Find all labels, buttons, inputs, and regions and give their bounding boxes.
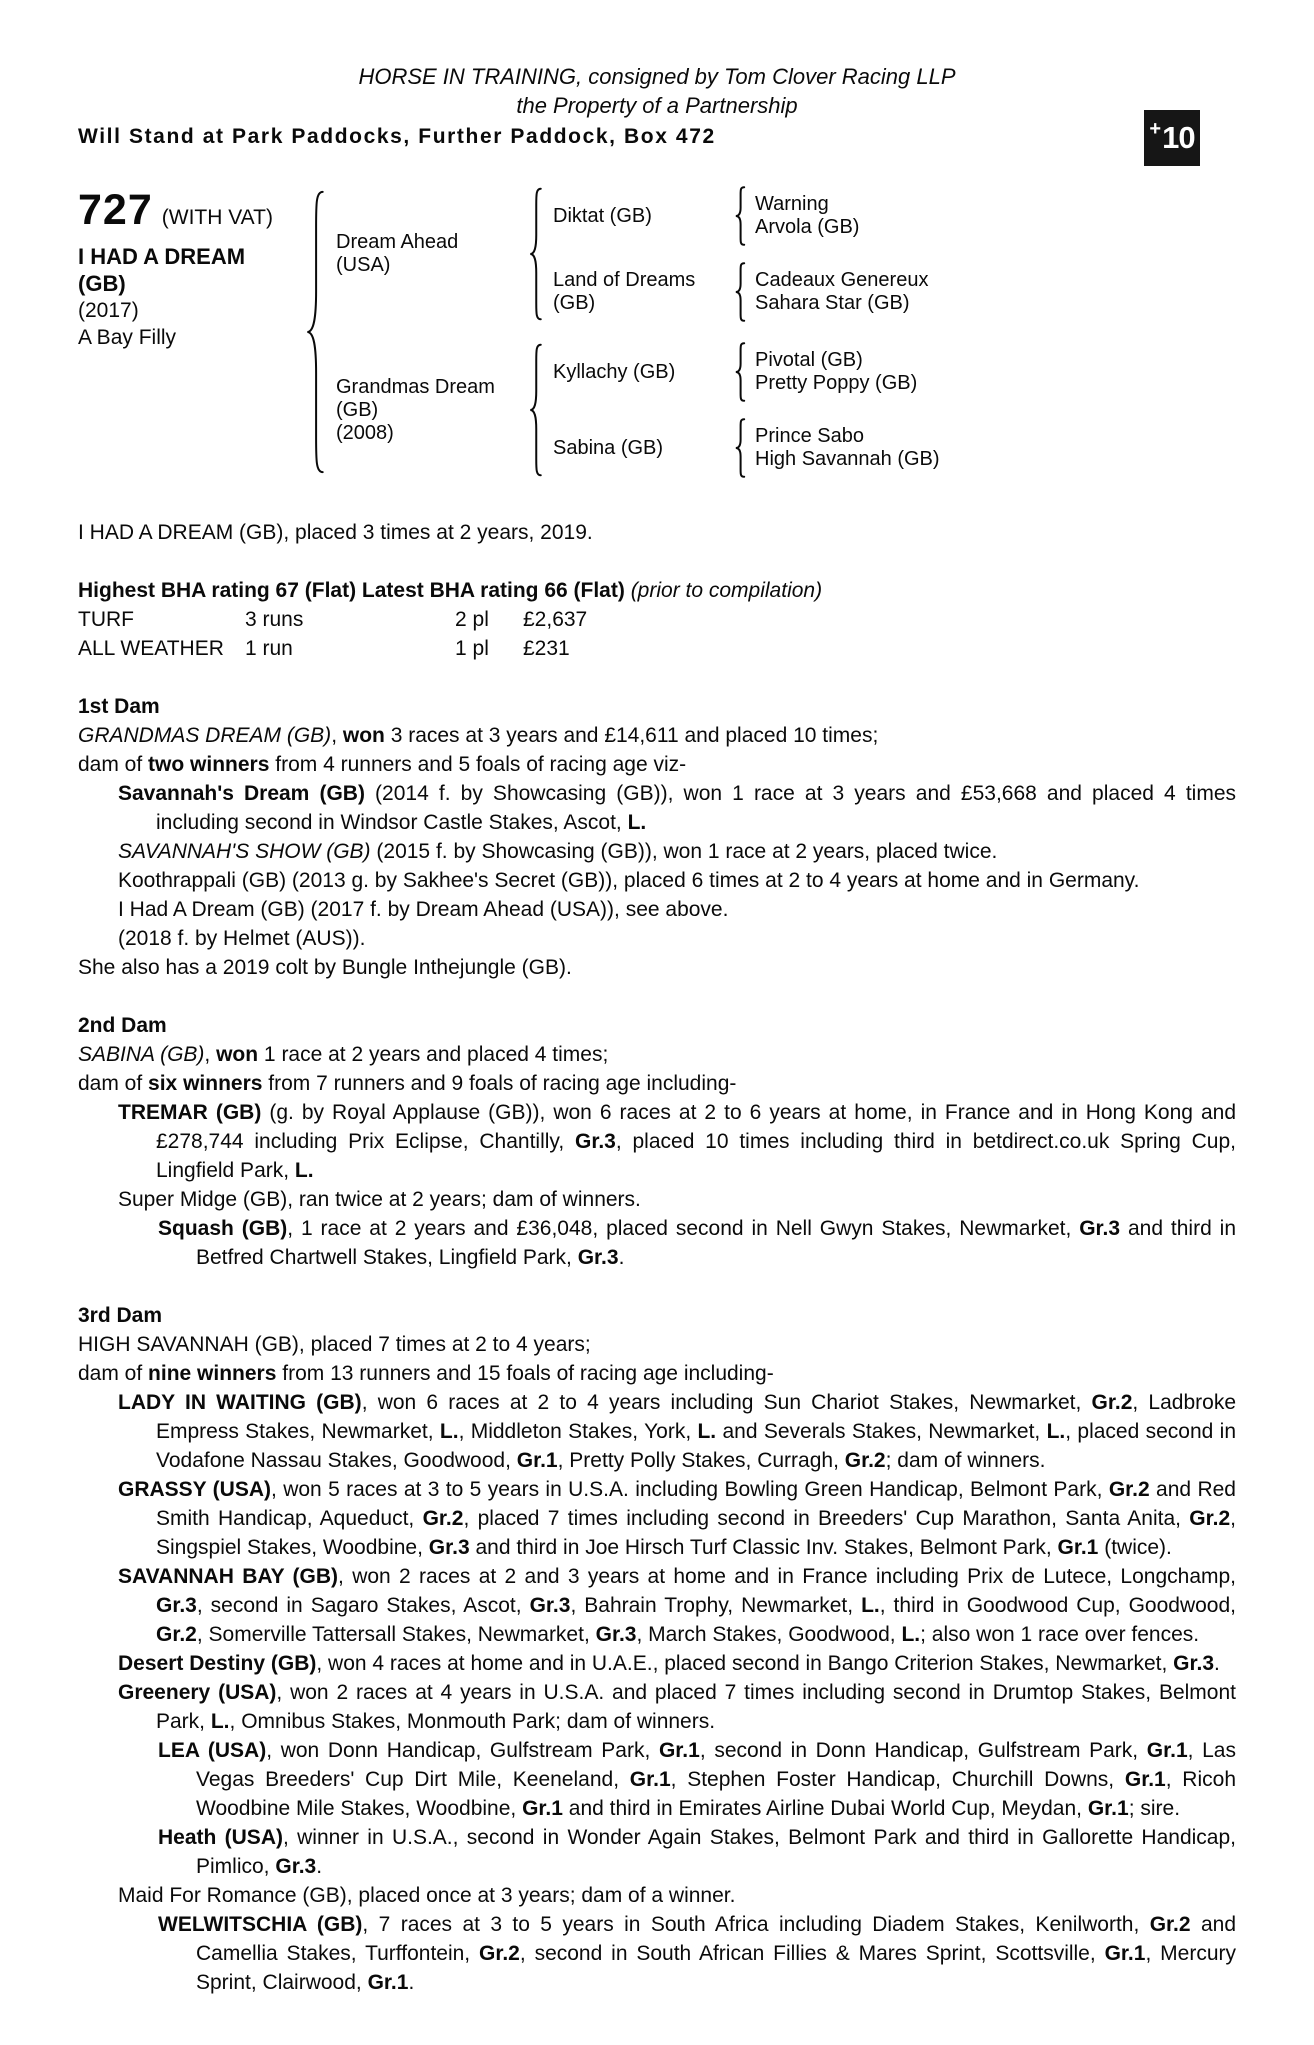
pedigree-paragraph bbox=[78, 1185, 1236, 1214]
earnings-value: £2,637 bbox=[523, 608, 588, 631]
text-run: Gr.3 bbox=[595, 1623, 637, 1646]
grandparent-row bbox=[553, 418, 1236, 478]
text-run: dam of bbox=[78, 1072, 149, 1095]
pedigree-paragraph bbox=[78, 924, 1236, 953]
text-run: . bbox=[316, 1855, 323, 1878]
dam-heading: 2nd Dam bbox=[78, 1014, 167, 1037]
dam-section bbox=[78, 692, 1236, 982]
lot-number: 727 bbox=[78, 186, 153, 234]
text-run: (g. by Royal Applause (GB)), won 6 races at 2 to 6 years at home, in France and in Hong Kong and £278,744 including Prix Eclipse, Chantilly, bbox=[156, 1101, 1236, 1153]
grandparent-row bbox=[553, 342, 1236, 402]
text-run: . bbox=[408, 1971, 415, 1994]
sire-cell bbox=[336, 231, 518, 277]
text-run: Gr.1 bbox=[1087, 1797, 1129, 1820]
pedigree-paragraph bbox=[78, 953, 1236, 982]
great-grandparent-name: Arvola (GB) bbox=[755, 216, 860, 238]
race-record-line: I HAD A DREAM (GB), placed 3 times at 2 years, 2019. bbox=[78, 521, 593, 544]
text-run: won bbox=[342, 724, 385, 747]
sire-name: Dream Ahead (USA) bbox=[336, 231, 459, 276]
text-run: Gr.1 bbox=[367, 1971, 409, 1994]
stand-location-line: Will Stand at Park Paddocks, Further Paddock, Box 472 bbox=[78, 125, 716, 148]
text-run: TREMAR (GB) bbox=[118, 1101, 262, 1124]
text-run: Gr.3 bbox=[1079, 1217, 1121, 1240]
text-run: , bbox=[331, 724, 343, 747]
text-run: from 7 runners and 9 foals of racing age including- bbox=[262, 1072, 737, 1095]
placed-value: 1 pl bbox=[455, 637, 489, 660]
text-run: Gr.1 bbox=[1124, 1768, 1166, 1791]
pedigree-paragraph bbox=[78, 1678, 1236, 1736]
text-run: Desert Destiny (GB) bbox=[118, 1652, 317, 1675]
text-run: Gr.3 bbox=[275, 1855, 317, 1878]
text-run: L. bbox=[901, 1623, 921, 1646]
text-run: Gr.3 bbox=[529, 1594, 571, 1617]
text-run: Maid For Romance (GB), placed once at 3 years; dam of a winner. bbox=[118, 1884, 736, 1907]
pedigree-paragraph bbox=[78, 779, 1236, 837]
text-run: won bbox=[216, 1043, 259, 1066]
dam-heading: 1st Dam bbox=[78, 695, 160, 718]
text-run: L. bbox=[627, 811, 647, 834]
pedigree-paragraph bbox=[78, 721, 1236, 750]
horse-name: I HAD A DREAM (GB) bbox=[78, 244, 246, 296]
pedigree-brace-icon bbox=[734, 186, 746, 246]
lot-number-row bbox=[78, 186, 304, 235]
text-run: L. bbox=[294, 1159, 314, 1182]
text-run: Super Midge (GB), ran twice at 2 years; dam of winners. bbox=[118, 1188, 641, 1211]
great-grandparents bbox=[755, 425, 940, 471]
dam-heading: 3rd Dam bbox=[78, 1304, 163, 1327]
text-run: , Bahrain Trophy, Newmarket, bbox=[570, 1594, 862, 1617]
dam-family bbox=[336, 342, 1236, 478]
text-run: Gr.1 bbox=[522, 1797, 563, 1820]
grandsire-name: Diktat (GB) bbox=[553, 204, 652, 227]
text-run: Gr.2 bbox=[1149, 1913, 1191, 1936]
text-run: nine winners bbox=[148, 1362, 277, 1385]
pedigree-paragraph bbox=[78, 1098, 1236, 1185]
granddam-name: Sabina (GB) bbox=[553, 436, 664, 459]
consignor-line-1: HORSE IN TRAINING, consigned by Tom Clover Racing LLP bbox=[358, 64, 956, 89]
text-run: Gr.1 bbox=[516, 1449, 558, 1472]
dam-grandparents bbox=[553, 342, 1236, 478]
page-header bbox=[78, 62, 1236, 155]
text-run: , 7 races at 3 to 5 years in South Africa including Diadem Stakes, Kenilworth, bbox=[362, 1913, 1150, 1936]
text-run: , won Donn Handicap, Gulfstream Park, bbox=[266, 1739, 659, 1762]
text-run: , Singspiel Stakes, Woodbine, bbox=[156, 1507, 1236, 1559]
text-run: Gr.2 bbox=[1189, 1507, 1231, 1530]
text-run: , second in Sagaro Stakes, Ascot, bbox=[196, 1594, 530, 1617]
text-run: Koothrappali (GB) (2013 g. by Sakhee's Secret (GB)), placed 6 times at 2 to 4 years at home and in Germany. bbox=[118, 869, 1140, 892]
text-run: , March Stakes, Goodwood, bbox=[636, 1623, 902, 1646]
text-run: Gr.3 bbox=[156, 1594, 197, 1617]
text-run: , placed second in Vodafone Nassau Stakes, Goodwood, bbox=[156, 1420, 1236, 1472]
pedigree-brace-icon bbox=[528, 186, 543, 322]
pedigree-paragraph bbox=[78, 895, 1236, 924]
grandparent-row bbox=[553, 262, 1236, 322]
earnings-value: £231 bbox=[523, 637, 570, 660]
pedigree-paragraph bbox=[78, 1823, 1236, 1881]
text-run: , won 2 races at 4 years in U.S.A. and placed 7 times including second in Drumtop Stakes, Belmont Park, bbox=[156, 1681, 1236, 1733]
text-run: , won 4 races at home and in U.A.E., placed second in Bango Criterion Stakes, Newmarket, bbox=[316, 1652, 1174, 1675]
ratings-heading-note: (prior to compilation) bbox=[630, 579, 823, 602]
text-run: Gr.2 bbox=[422, 1507, 464, 1530]
text-run: L. bbox=[210, 1710, 230, 1733]
text-run: , placed 7 times including second in Breeders' Cup Marathon, Santa Anita, bbox=[463, 1507, 1190, 1530]
text-run: , won 6 races at 2 to 4 years including Sun Chariot Stakes, Newmarket, bbox=[361, 1391, 1092, 1414]
pedigree-families bbox=[336, 186, 1236, 478]
text-run: Heath (USA) bbox=[158, 1826, 283, 1849]
text-run: and third in Betfred Chartwell Stakes, Lingfield Park, bbox=[196, 1217, 1236, 1269]
text-run: Gr.1 bbox=[629, 1768, 671, 1791]
text-run: , Ladbroke Empress Stakes, Newmarket, bbox=[156, 1391, 1237, 1443]
text-run: ; sire. bbox=[1128, 1797, 1181, 1820]
pedigree-paragraph bbox=[78, 1562, 1236, 1649]
text-run: (twice). bbox=[1098, 1536, 1172, 1559]
text-run: L. bbox=[861, 1594, 880, 1617]
pedigree-paragraph bbox=[78, 750, 1236, 779]
text-run: L. bbox=[697, 1420, 717, 1443]
dam-cell bbox=[336, 376, 518, 445]
text-run: LEA (USA) bbox=[158, 1739, 267, 1762]
dam-section bbox=[78, 1011, 1236, 1272]
text-run: WELWITSCHIA (GB) bbox=[158, 1913, 363, 1936]
great-grandparents bbox=[755, 269, 928, 315]
lot-header-block bbox=[78, 186, 1236, 478]
text-run: (2014 f. by Showcasing (GB)), won 1 race at 3 years and £53,668 and placed 4 times including second in Windsor Castle Stakes, Ascot, bbox=[156, 782, 1237, 834]
pedigree-paragraph bbox=[78, 866, 1236, 895]
granddam-name: Land of Dreams (GB) bbox=[553, 269, 696, 314]
consignor-line-2: the Property of a Partnership bbox=[516, 93, 798, 118]
pedigree-brace-icon bbox=[528, 342, 543, 478]
text-run: dam of bbox=[78, 753, 149, 776]
text-run: She also has a 2019 colt by Bungle Inthejungle (GB). bbox=[78, 956, 572, 979]
text-run: L. bbox=[1046, 1420, 1066, 1443]
pedigree-brace-icon bbox=[734, 262, 746, 322]
pedigree-paragraph bbox=[78, 1910, 1236, 1997]
text-run: and third in Emirates Airline Dubai World Cup, Meydan, bbox=[562, 1797, 1088, 1820]
pedigree-paragraph bbox=[78, 1475, 1236, 1562]
pedigree-paragraph bbox=[78, 1214, 1236, 1272]
great-grandparent-name: Pretty Poppy (GB) bbox=[755, 372, 918, 394]
grandparent-row bbox=[553, 186, 1236, 246]
text-run: , 1 race at 2 years and £36,048, placed second in Nell Gwyn Stakes, Newmarket, bbox=[287, 1217, 1080, 1240]
ratings-heading-bold: Highest BHA rating 67 (Flat) Latest BHA rating 66 (Flat) bbox=[78, 579, 625, 602]
pedigree-paragraph bbox=[78, 1069, 1236, 1098]
great-grandparent-name: Cadeaux Genereux bbox=[755, 269, 929, 291]
grandsire-name: Kyllachy (GB) bbox=[553, 360, 676, 383]
text-run: L. bbox=[439, 1420, 459, 1443]
pedigree-brace-icon bbox=[734, 342, 746, 402]
text-run: I Had A Dream (GB) (2017 f. by Dream Ahead (USA)), see above. bbox=[118, 898, 729, 921]
text-run: and third in Joe Hirsch Turf Classic Inv. Stakes, Belmont Park, bbox=[469, 1536, 1058, 1559]
lot-info bbox=[78, 186, 304, 478]
pedigree-paragraph bbox=[78, 1649, 1236, 1678]
ratings-row-turf bbox=[78, 605, 1236, 634]
text-run: Gr.2 bbox=[1108, 1478, 1150, 1501]
dam-section bbox=[78, 1301, 1236, 1997]
text-run: 1 race at 2 years and placed 4 times; bbox=[258, 1043, 609, 1066]
text-run: , Las Vegas Breeders' Cup Dirt Mile, Keeneland, bbox=[196, 1739, 1236, 1791]
text-run: ; dam of winners. bbox=[885, 1449, 1046, 1472]
runs-value: 3 runs bbox=[245, 608, 304, 631]
ratings-heading bbox=[78, 576, 1236, 605]
great-grandparent-name: High Savannah (GB) bbox=[755, 448, 940, 470]
ratings-row-all-weather bbox=[78, 634, 1236, 663]
text-run: Gr.1 bbox=[1104, 1942, 1146, 1965]
placed-value: 2 pl bbox=[455, 608, 489, 631]
text-run: . bbox=[618, 1246, 625, 1269]
text-run: Gr.2 bbox=[844, 1449, 886, 1472]
great-grandparents bbox=[755, 349, 917, 395]
text-run: SAVANNAH BAY (GB) bbox=[118, 1565, 339, 1588]
lot-vat-note: (WITH VAT) bbox=[161, 206, 273, 229]
text-run: 3 races at 3 years and £14,611 and placed 10 times; bbox=[384, 724, 879, 747]
text-run: Gr.3 bbox=[1173, 1652, 1215, 1675]
text-run: SAVANNAH'S SHOW (GB) bbox=[118, 840, 371, 863]
text-run: , placed 10 times including third in betdirect.co.uk Spring Cup, Lingfield Park, bbox=[156, 1130, 1236, 1182]
text-run: , Stephen Foster Handicap, Churchill Downs, bbox=[670, 1768, 1125, 1791]
plus10-plus: + bbox=[1149, 117, 1162, 140]
text-run: Gr.3 bbox=[574, 1130, 616, 1153]
text-run: two winners bbox=[148, 753, 270, 776]
pedigree-paragraph bbox=[78, 1330, 1236, 1359]
text-run: , Pretty Polly Stakes, Curragh, bbox=[557, 1449, 845, 1472]
text-run: Gr.2 bbox=[1091, 1391, 1133, 1414]
text-run: GRASSY (USA) bbox=[118, 1478, 271, 1501]
text-run: and Severals Stakes, Newmarket, bbox=[716, 1420, 1047, 1443]
text-run: Greenery (USA) bbox=[118, 1681, 277, 1704]
text-run: Gr.1 bbox=[1057, 1536, 1099, 1559]
pedigree-brace-icon bbox=[734, 418, 746, 478]
text-run: , won 5 races at 3 to 5 years in U.S.A. including Bowling Green Handicap, Belmont Park, bbox=[271, 1478, 1109, 1501]
text-run: Gr.1 bbox=[658, 1739, 700, 1762]
text-run: , bbox=[204, 1043, 217, 1066]
text-run: Gr.3 bbox=[428, 1536, 470, 1559]
pedigree-paragraph bbox=[78, 1359, 1236, 1388]
text-run: from 4 runners and 5 foals of racing age viz- bbox=[269, 753, 687, 776]
text-run: , Middleton Stakes, York, bbox=[458, 1420, 698, 1443]
text-run: , won 2 races at 2 and 3 years at home and in France including Prix de Lutece, Longchamp, bbox=[338, 1565, 1237, 1588]
great-grandparent-name: Prince Sabo bbox=[755, 425, 864, 447]
pedigree-paragraph bbox=[78, 1736, 1236, 1823]
dam-sections bbox=[78, 692, 1236, 1997]
text-run: , Omnibus Stakes, Monmouth Park; dam of winners. bbox=[229, 1710, 716, 1733]
dam-name: Grandmas Dream (GB) bbox=[336, 375, 495, 421]
text-run: from 13 runners and 15 foals of racing age including- bbox=[276, 1362, 774, 1385]
text-run: , third in Goodwood Cup, Goodwood, bbox=[879, 1594, 1236, 1617]
text-run: (2015 f. by Showcasing (GB)), won 1 race at 2 years, placed twice. bbox=[370, 840, 998, 863]
text-run: . bbox=[1214, 1652, 1220, 1675]
text-run: , winner in U.S.A., second in Wonder Again Stakes, Belmont Park and third in Gallorette Handicap, Pimlico, bbox=[196, 1826, 1236, 1878]
surface-label: ALL WEATHER bbox=[78, 637, 224, 660]
ratings-block bbox=[78, 576, 1236, 663]
text-run: HIGH SAVANNAH (GB), placed 7 times at 2 to 4 years; bbox=[78, 1333, 591, 1356]
text-run: GRANDMAS DREAM (GB) bbox=[78, 724, 332, 747]
text-run: , Somerville Tattersall Stakes, Newmarket, bbox=[196, 1623, 596, 1646]
text-run: SABINA (GB) bbox=[78, 1043, 205, 1066]
text-run: and Red Smith Handicap, Aqueduct, bbox=[156, 1478, 1236, 1530]
pedigree-tree bbox=[304, 186, 1236, 478]
great-grandparent-name: Sahara Star (GB) bbox=[755, 292, 910, 314]
horse-description: A Bay Filly bbox=[78, 326, 177, 349]
surface-label: TURF bbox=[78, 608, 134, 631]
text-run: Squash (GB) bbox=[158, 1217, 288, 1240]
text-run: , Mercury Sprint, Clairwood, bbox=[196, 1942, 1236, 1994]
text-run: (2018 f. by Helmet (AUS)). bbox=[118, 927, 366, 950]
pedigree-paragraph bbox=[78, 837, 1236, 866]
text-run: Savannah's Dream (GB) bbox=[118, 782, 365, 805]
great-grandparent-name: Warning bbox=[755, 193, 829, 215]
text-run: Gr.2 bbox=[156, 1623, 197, 1646]
sire-grandparents bbox=[553, 186, 1236, 322]
pedigree-paragraph bbox=[78, 1881, 1236, 1910]
pedigree-paragraph bbox=[78, 1040, 1236, 1069]
sire-family bbox=[336, 186, 1236, 322]
great-grandparents bbox=[755, 193, 859, 239]
pedigree-paragraph bbox=[78, 1388, 1236, 1475]
horse-foaling-year: (2017) bbox=[78, 299, 139, 322]
text-run: six winners bbox=[148, 1072, 263, 1095]
plus10-number: 10 bbox=[1162, 120, 1195, 155]
pedigree-brace-icon bbox=[304, 186, 326, 478]
text-run: ; also won 1 race over fences. bbox=[920, 1623, 1200, 1646]
text-run: LADY IN WAITING (GB) bbox=[118, 1391, 362, 1414]
text-run: Gr.1 bbox=[1146, 1739, 1188, 1762]
text-run: , Ricoh Woodbine Mile Stakes, Woodbine, bbox=[196, 1768, 1237, 1820]
great-grandparent-name: Pivotal (GB) bbox=[755, 349, 863, 371]
text-run: Gr.3 bbox=[577, 1246, 619, 1269]
text-run: , second in South African Fillies & Mares Sprint, Scottsville, bbox=[519, 1942, 1105, 1965]
text-run: Gr.2 bbox=[479, 1942, 520, 1965]
plus10-badge-icon bbox=[1144, 110, 1200, 166]
runs-value: 1 run bbox=[245, 637, 293, 660]
dam-year: (2008) bbox=[336, 421, 394, 444]
text-run: dam of bbox=[78, 1362, 149, 1385]
text-run: , second in Donn Handicap, Gulfstream Park, bbox=[699, 1739, 1147, 1762]
text-run: and Camellia Stakes, Turffontein, bbox=[196, 1913, 1236, 1965]
